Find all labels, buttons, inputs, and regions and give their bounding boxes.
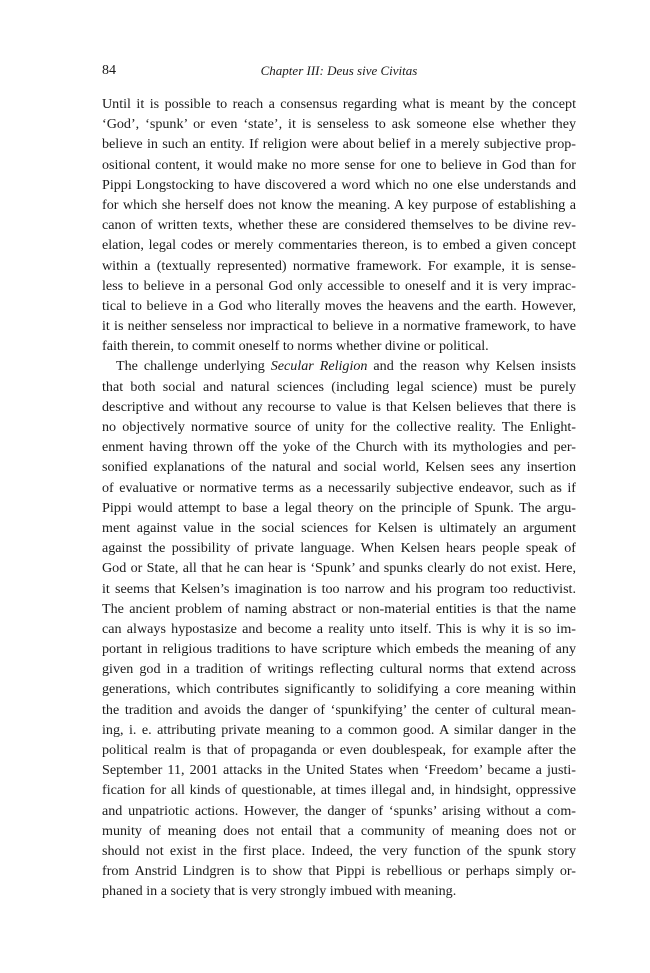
paragraph-line: can always hypostasize and become a reality unto itself. This is why it is so im- bbox=[102, 620, 576, 637]
paragraph-line: God or State, all that he can hear is ‘Spunk’ and spunks clearly do not exist. Here, bbox=[102, 560, 576, 577]
paragraph-line: enment having thrown off the yoke of the Church with its mythologies and per- bbox=[102, 439, 576, 456]
running-title: Chapter III: Deus sive Civitas bbox=[260, 63, 418, 78]
body-text bbox=[102, 94, 576, 902]
paragraph-line: and unpatriotic actions. However, the danger of ‘spunks’ arising without a com- bbox=[102, 802, 576, 819]
paragraph-line: for which she herself does not know the meaning. A key purpose of establishing a bbox=[102, 196, 576, 213]
paragraph-line: faith therein, to commit oneself to norms whether divine or political. bbox=[102, 338, 489, 355]
paragraph-line: Pippi Longstocking to have discovered a word which no one else understands and bbox=[102, 176, 576, 193]
paragraph-line bbox=[102, 356, 576, 376]
paragraph-line: given god in a tradition of writings reflecting cultural norms that extend across bbox=[102, 661, 576, 678]
paragraph-line: no objectively normative source of unity for the collective reality. The Enlight- bbox=[102, 419, 576, 435]
paragraph-line: canon of written texts, whether these are considered themselves to be divine rev- bbox=[102, 217, 576, 234]
paragraph-line: ing, i. e. attributing private meaning to a common good. A similar danger in the bbox=[102, 721, 576, 738]
paragraph-line: phaned in a society that is very strongly imbued with meaning. bbox=[102, 883, 457, 900]
paragraph-line: that both social and natural sciences (including legal science) must be purely bbox=[102, 378, 576, 395]
paragraph bbox=[102, 356, 576, 901]
paragraph-line: it seems that Kelsen’s imagination is too narrow and his program too reductivist. bbox=[102, 580, 576, 597]
paragraph-line: ositional content, it would make no more sense for one to believe in God than for bbox=[102, 156, 576, 173]
page-header bbox=[102, 62, 576, 82]
paragraph-line: generations, which contributes significantly to solidifying a core meaning within bbox=[102, 681, 576, 698]
paragraph-line: elation, legal codes or merely commentaries thereon, is to embed a given concept bbox=[102, 237, 576, 254]
paragraph-line: sonified explanations of the natural and social world, Kelsen sees any insertion bbox=[102, 459, 576, 476]
paragraph-line: within a (textually represented) normative framework. For example, it is sense- bbox=[102, 257, 576, 274]
paragraph-line: portant in religious traditions to have scripture which embeds the meaning of any bbox=[102, 641, 576, 658]
paragraph-line: it is neither senseless nor impractical to believe in a normative framework, to have bbox=[102, 318, 576, 335]
paragraph-line: September 11, 2001 attacks in the United States when ‘Freedom’ became a justi- bbox=[102, 762, 576, 779]
paragraph-line: against the possibility of private language. When Kelsen hears people speak of bbox=[102, 540, 576, 557]
paragraph-line: less to believe in a personal God only accessible to oneself and it is very imprac- bbox=[102, 277, 576, 294]
book-title-italic: Secular Religion bbox=[270, 358, 368, 375]
paragraph-line: Until it is possible to reach a consensus regarding what is meant by the concept bbox=[102, 96, 576, 112]
paragraph-line: descriptive and without any recourse to value is that Kelsen believes that there is bbox=[102, 398, 576, 415]
paragraph-line: Pippi would attempt to base a legal theory on the principle of Spunk. The argu- bbox=[102, 499, 576, 516]
paragraph-line: should not exist in the first place. Indeed, the very function of the spunk story bbox=[102, 842, 576, 859]
paragraph-line: the tradition and avoids the danger of ‘spunkifying’ the center of cultural mean- bbox=[102, 701, 576, 718]
paragraph-line: munity of meaning does not entail that a community of meaning does not or bbox=[102, 822, 576, 839]
paragraph-line: fication for all kinds of questionable, at times illegal and, in hindsight, oppressive bbox=[102, 782, 576, 799]
page-number: 84 bbox=[102, 63, 116, 78]
paragraph-line: believe in such an entity. If religion were about belief in a merely subjective prop- bbox=[102, 136, 576, 153]
text-run: and the reason why Kelsen insists bbox=[367, 358, 576, 375]
paragraph-line: ‘God’, ‘spunk’ or even ‘state’, it is senseless to ask someone else whether they bbox=[102, 116, 576, 133]
paragraph bbox=[102, 94, 576, 356]
paragraph-line: political realm is that of propaganda or even doublespeak, for example after the bbox=[102, 742, 576, 758]
paragraph-line: of evaluative or normative terms as a necessarily subjective endeavor, such as if bbox=[102, 479, 576, 496]
paragraph-line: tical to believe in a God who literally moves the heavens and the earth. However, bbox=[102, 297, 576, 314]
paragraph-line: The ancient problem of naming abstract or non-material entities is that the name bbox=[102, 600, 576, 617]
text-run: The challenge underlying bbox=[116, 358, 271, 375]
paragraph-line: ment against value in the social sciences for Kelsen is ultimately an argument bbox=[102, 519, 576, 536]
paragraph-line: from Anstrid Lindgren is to show that Pippi is rebellious or perhaps simply or- bbox=[102, 863, 576, 880]
